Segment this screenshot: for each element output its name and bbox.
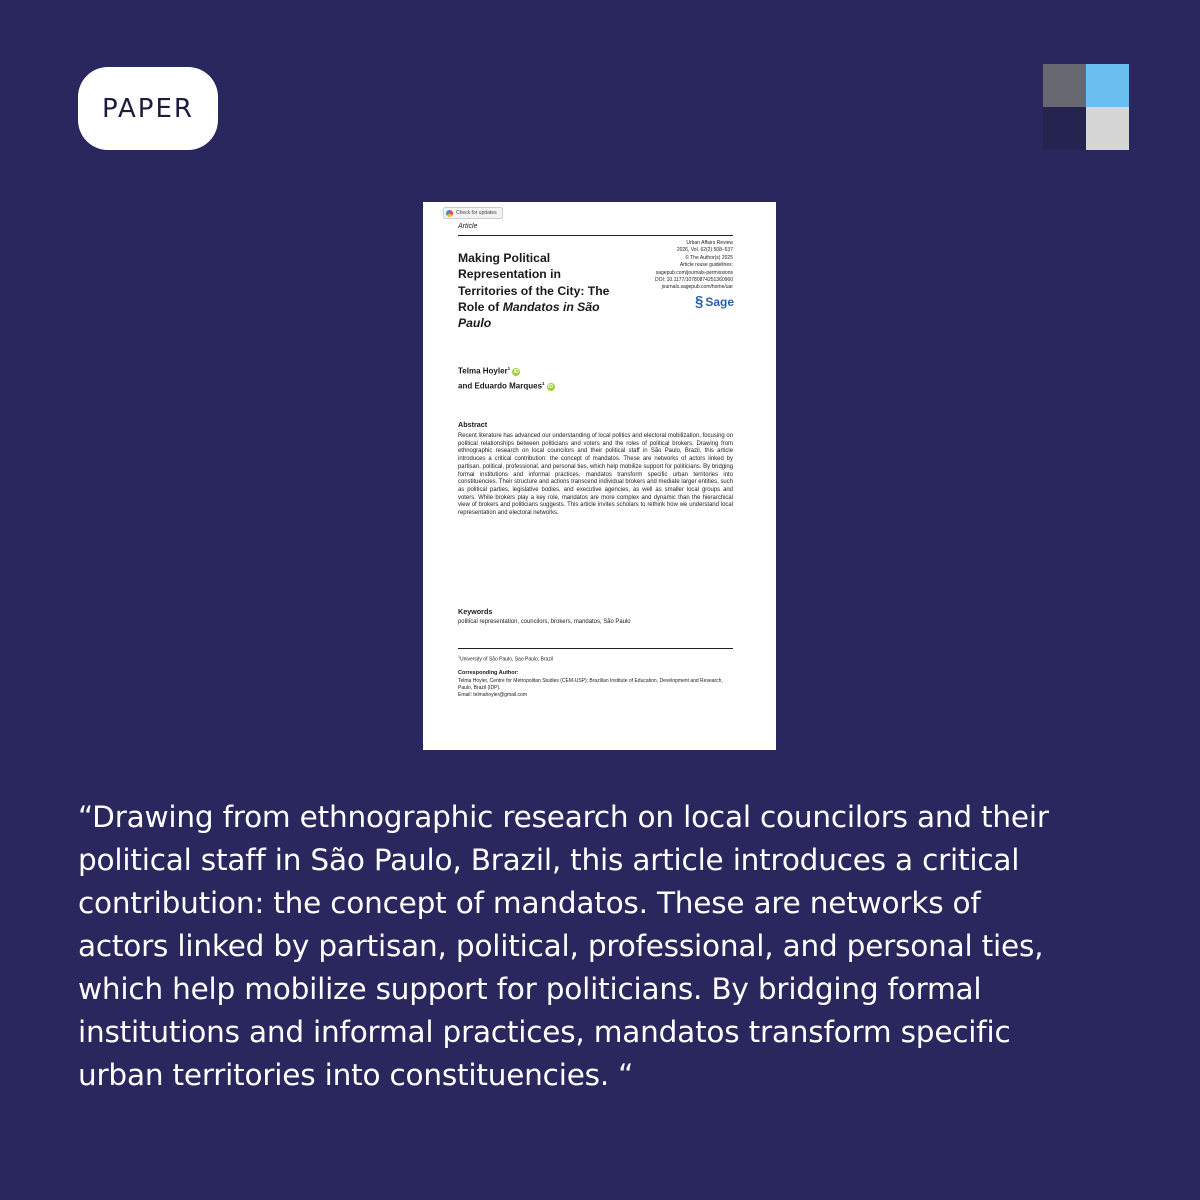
crossmark-icon — [446, 210, 453, 217]
publisher-name: Sage — [705, 295, 734, 309]
affiliation-text: University of São Paulo, Sao Paulo, Brazil — [459, 656, 554, 663]
logo-square-navy — [1043, 107, 1086, 150]
corresponding-text: Telma Hoyler, Centre for Metropolitan Studies (CEM-USP); Brazilian Institute of Education, Development and Research, Paulo, Brazil (IDP). — [458, 678, 723, 691]
orcid-icon: iD — [513, 368, 519, 375]
keywords-text: political representation, councilors, brokers, mandatos, São Paulo — [458, 619, 631, 625]
abstract-text: Recent literature has advanced our understanding of local politics and electoral mobilization, focusing on political relationships between politicians and voters and the roles of political brokers. Drawing from ethnographic research on local councilors and their political staff in São Paulo, Brazil, this article introduces a critical contribution: the concept of mandatos. These are networks of actors linked by partisan, political, professional, and personal ties, which help mobilize support for politicians. By bridging formal institutions and informal practices, mandatos transform specific urban territories into constituencies. Their structure and actions transcend individual brokers and mediate larger entities, such as political parties, legislative bodies, and executive agencies, as well as smaller local groups and voters. While brokers play a key role, mandatos are more complex and dynamic than the hierarchical view of brokers and politicians suggests. This article invites scholars to rethink how we understand local representation and electoral networks. — [458, 433, 733, 517]
author-1 — [458, 363, 555, 378]
check-for-updates — [443, 207, 503, 219]
sage-icon: § — [694, 293, 704, 310]
corresponding-heading: Corresponding Author: — [458, 670, 519, 676]
corresponding-block — [458, 678, 733, 699]
journal-permissions: sagepub.com/journals-permissions — [655, 269, 733, 276]
keywords-heading: Keywords — [458, 607, 493, 616]
footnote-rule — [458, 648, 733, 649]
abstract-heading: Abstract — [458, 420, 488, 429]
journal-url: journals.sagepub.com/home/uar — [661, 284, 733, 291]
paper-badge: PAPER — [78, 67, 218, 150]
logo-square-light — [1086, 107, 1129, 150]
journal-volume: 2026, Vol. 62(2) 508–537 — [676, 247, 733, 254]
author-2-sup: 1 — [542, 381, 545, 387]
quote-text: “Drawing from ethnographic research on local councilors and their political staff in São Paulo, Brazil, this article introduces a critical contribution: the concept of mandatos. These are networks of actors linked by partisan, political, professional, and personal ties, which help mobilize support for politicians. By bridging formal institutions and informal practices, mandatos transform specific urban territories into constituencies. “ — [78, 800, 1049, 1092]
journal-doi: DOI: 10.1177/10780874251360960 — [654, 277, 733, 284]
brand-logo — [1043, 64, 1129, 150]
affiliation-sup: 1 — [458, 655, 460, 659]
affiliation — [458, 655, 553, 663]
corresponding-email: Email: telmahoyler@gmail.com — [458, 692, 527, 698]
header-rule — [458, 235, 733, 236]
journal-copyright: © The Author(s) 2025 — [685, 254, 733, 261]
author-1-name: Telma Hoyler — [458, 366, 508, 376]
author-1-sup: 1 — [507, 366, 511, 371]
title-italic: Mandatos — [502, 299, 560, 314]
check-updates-label: Check for updates — [456, 210, 497, 216]
logo-square-grey — [1043, 64, 1086, 107]
orcid-icon: iD — [548, 383, 554, 390]
sage-logo — [695, 295, 734, 309]
journal-reuse: Article reuse guidelines: — [679, 262, 733, 269]
author-2 — [458, 378, 555, 393]
paper-thumbnail — [423, 202, 776, 750]
journal-name: Urban Affairs Review — [686, 240, 733, 246]
article-type: Article — [458, 223, 478, 230]
title-text: Making Political Representation in Territories of the City: The Role of — [458, 251, 610, 314]
title-italic-city: in São Paulo — [458, 299, 600, 331]
author-2-name: and Eduardo Marques — [458, 381, 543, 391]
logo-square-blue — [1086, 64, 1129, 107]
journal-meta — [593, 240, 733, 292]
authors — [458, 363, 555, 393]
